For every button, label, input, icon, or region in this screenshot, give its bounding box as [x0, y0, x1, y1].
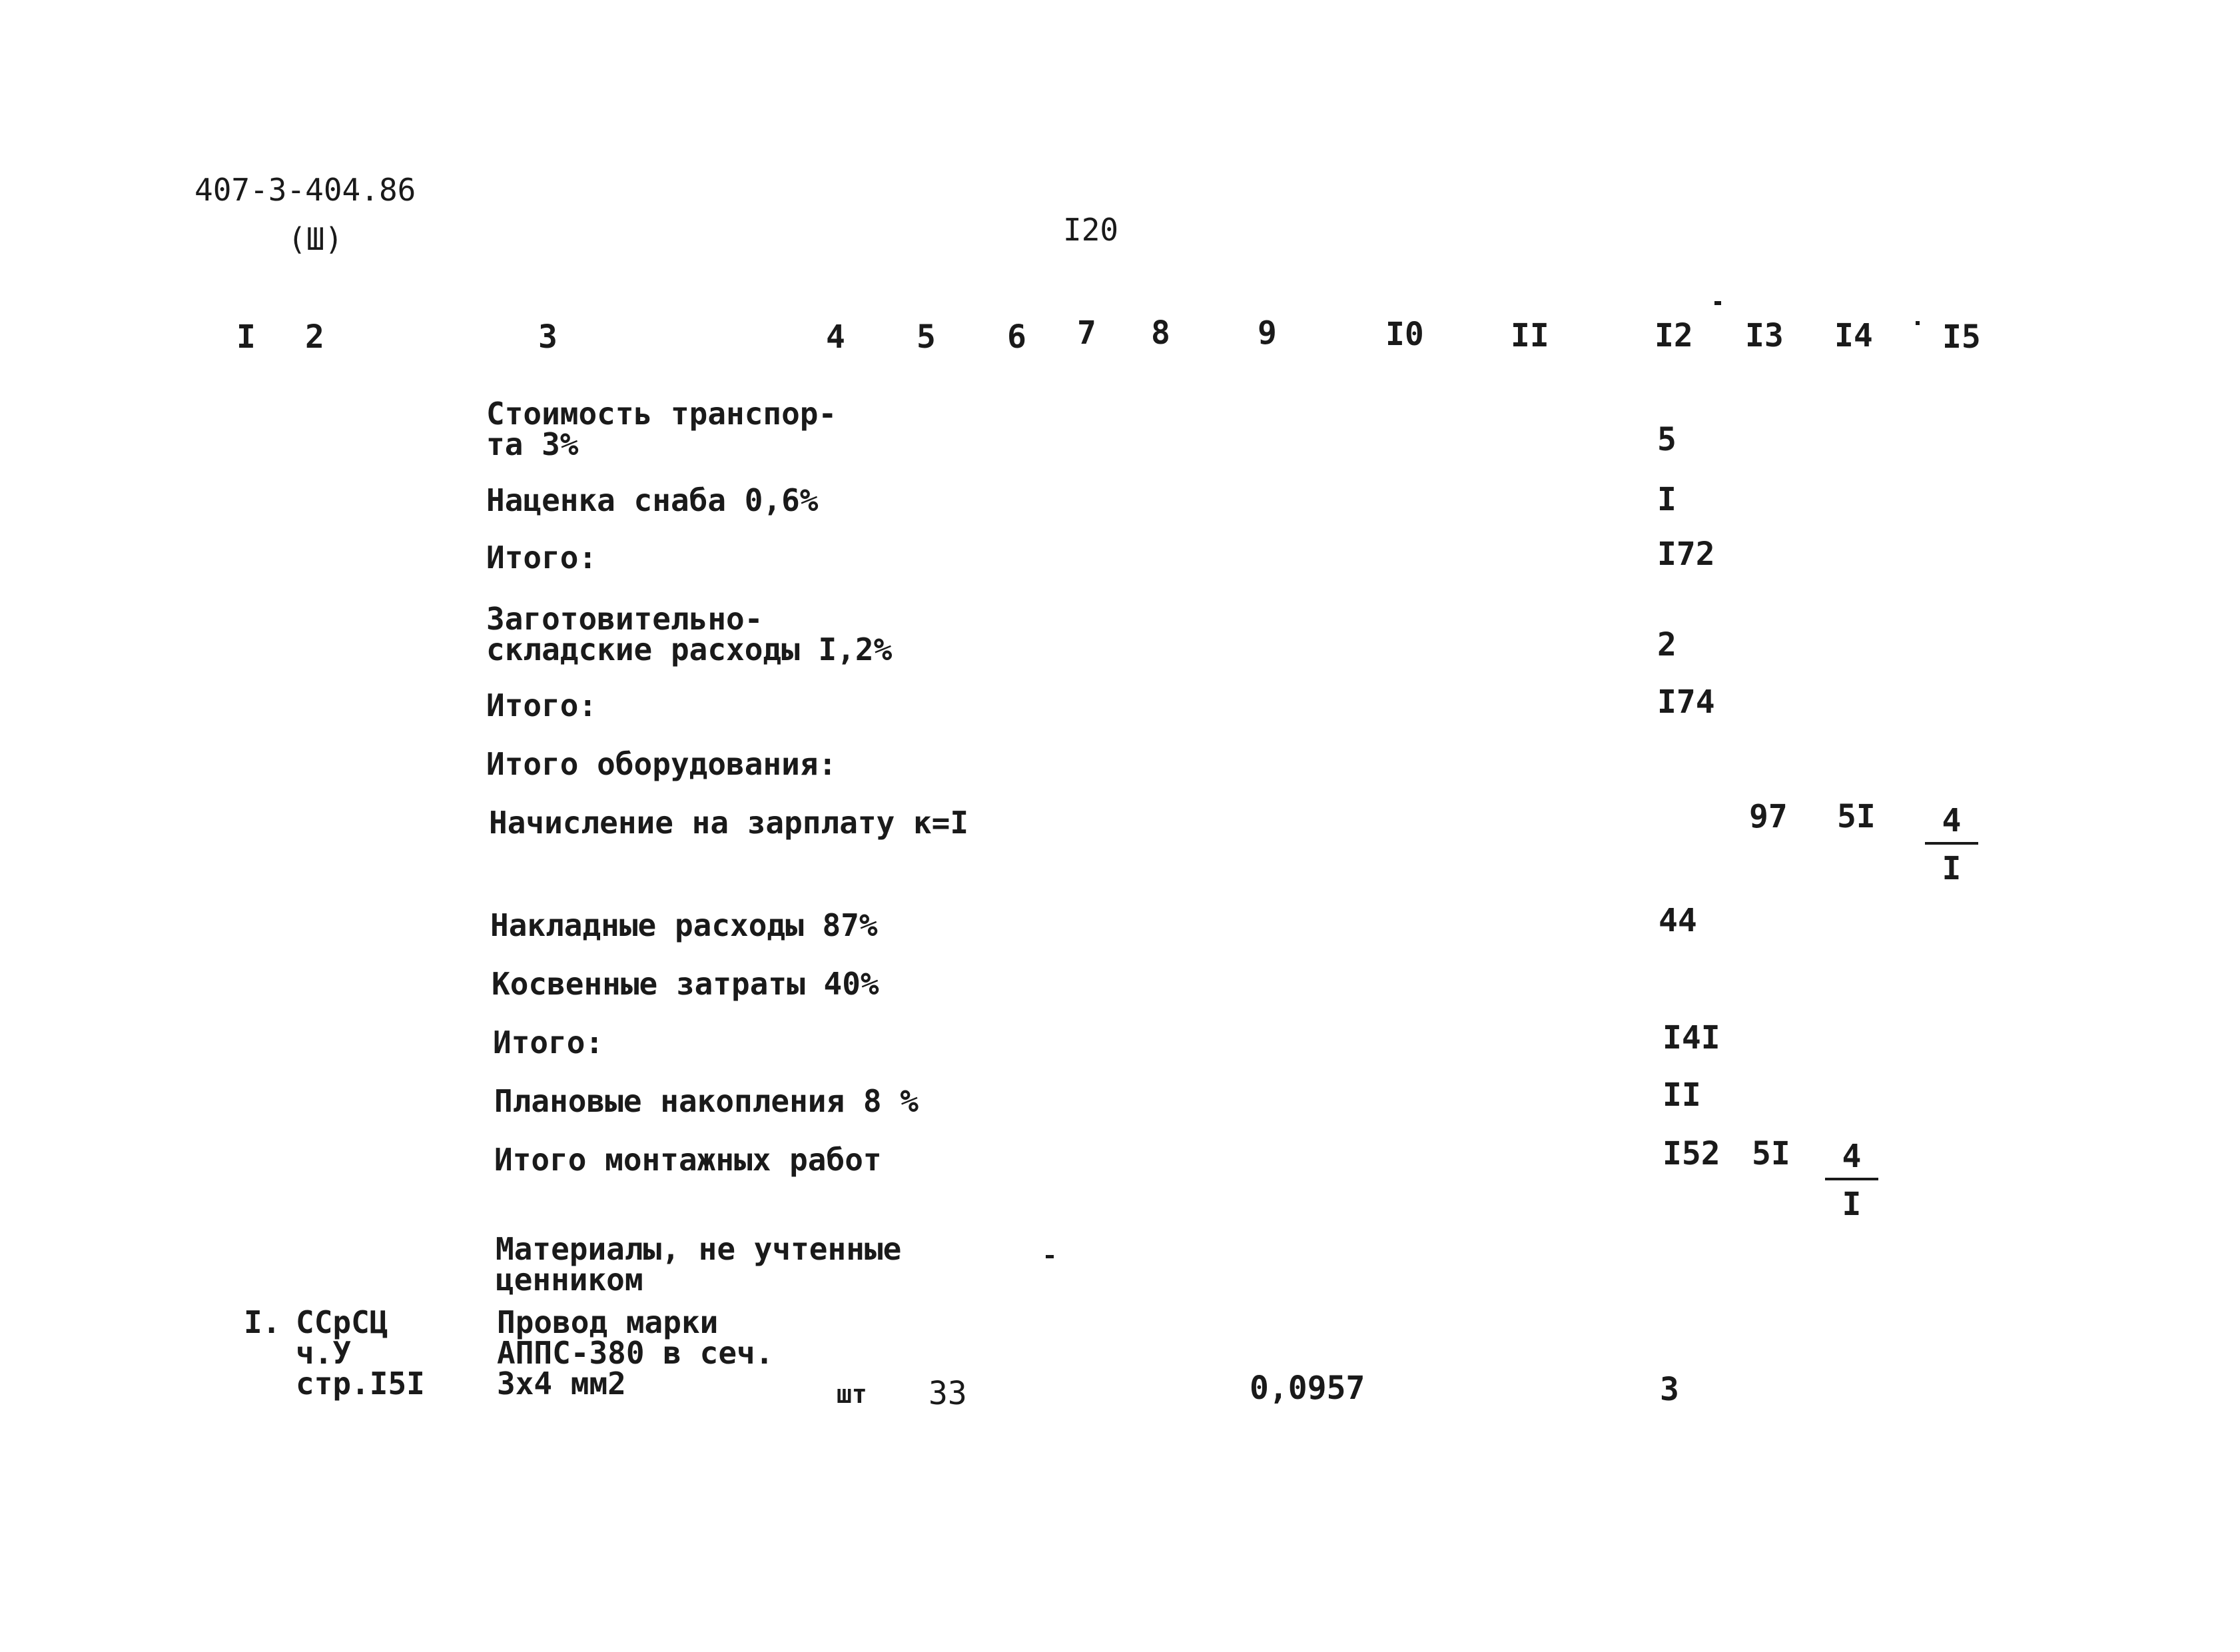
- column-number: I4: [1834, 317, 1873, 354]
- stray-mark: [1916, 321, 1920, 325]
- column-number: I2: [1655, 317, 1693, 354]
- column-number: 6: [1007, 318, 1026, 356]
- column-number: 7: [1077, 314, 1096, 352]
- cell-col14: 5I: [1837, 798, 1876, 835]
- row-label: Наценка снаба 0,6%: [486, 482, 819, 518]
- cell-col12: 44: [1659, 902, 1697, 939]
- column-number: 3: [538, 318, 558, 356]
- column-number: 2: [305, 318, 324, 356]
- row-label: Плановые накопления 8 %: [494, 1083, 919, 1119]
- cell-col4-unit: шт: [837, 1380, 867, 1409]
- column-number: II: [1511, 317, 1549, 354]
- cell-col12: I74: [1657, 683, 1715, 721]
- cell-col12: 5: [1657, 421, 1677, 458]
- column-number: I5: [1942, 318, 1981, 356]
- cell-col12: I4I: [1663, 1019, 1720, 1056]
- stray-mark: [1714, 301, 1721, 305]
- document-code: 407-3-404.86: [194, 172, 416, 208]
- row-label: Заготовительно- складские расходы I,2%: [486, 601, 893, 667]
- cell-col13: 97: [1749, 798, 1788, 835]
- cell-col15-fraction: [1925, 802, 1978, 887]
- row-label: Накладные расходы 87%: [490, 907, 878, 943]
- section-mark: (Ш): [288, 221, 344, 257]
- column-number: I0: [1385, 316, 1424, 353]
- row-label: Косвенные затраты 40%: [492, 966, 879, 1002]
- cell-col12: 3: [1660, 1371, 1679, 1408]
- row-label: Начисление на зарплату к=I: [489, 805, 969, 841]
- row-label: Стоимость транспор- та 3%: [486, 396, 837, 462]
- cell-col12: 2: [1657, 626, 1677, 663]
- row-label: Итого оборудования:: [486, 746, 837, 782]
- cell-col12: II: [1663, 1076, 1701, 1114]
- fraction-denominator: I: [1842, 1186, 1862, 1223]
- cell-col14-fraction: [1825, 1138, 1878, 1223]
- row-label: Итого:: [493, 1025, 604, 1060]
- cell-col9: 0,0957: [1250, 1370, 1365, 1407]
- cell-col12: I72: [1657, 536, 1715, 573]
- column-number: I3: [1745, 317, 1784, 354]
- row-label: Итого монтажных работ: [494, 1142, 882, 1178]
- cell-col13: 5I: [1752, 1135, 1790, 1172]
- stray-mark: [1046, 1255, 1054, 1258]
- row-label: Итого:: [486, 687, 597, 723]
- page-number: I20: [1063, 212, 1119, 248]
- fraction-numerator: 4: [1825, 1138, 1878, 1180]
- column-number: 8: [1151, 314, 1170, 352]
- row-label: Итого:: [486, 540, 597, 576]
- fraction-denominator: I: [1942, 850, 1962, 887]
- column-number: 5: [917, 318, 936, 356]
- column-number: I: [236, 318, 256, 356]
- cell-col12: I: [1657, 481, 1677, 518]
- column-number: 4: [826, 318, 845, 356]
- cell-col5: 33: [929, 1375, 967, 1412]
- fraction-numerator: 4: [1925, 802, 1978, 845]
- cell-col12: I52: [1663, 1135, 1720, 1172]
- item-number: I.: [244, 1304, 281, 1340]
- column-number: 9: [1258, 314, 1277, 352]
- row-label: Провод марки АППС-380 в сеч. 3х4 мм2: [497, 1304, 774, 1402]
- price-reference: ССрСЦ ч.У стр.I5I: [296, 1304, 425, 1402]
- row-label: Материалы, не учтенные ценником: [496, 1231, 902, 1298]
